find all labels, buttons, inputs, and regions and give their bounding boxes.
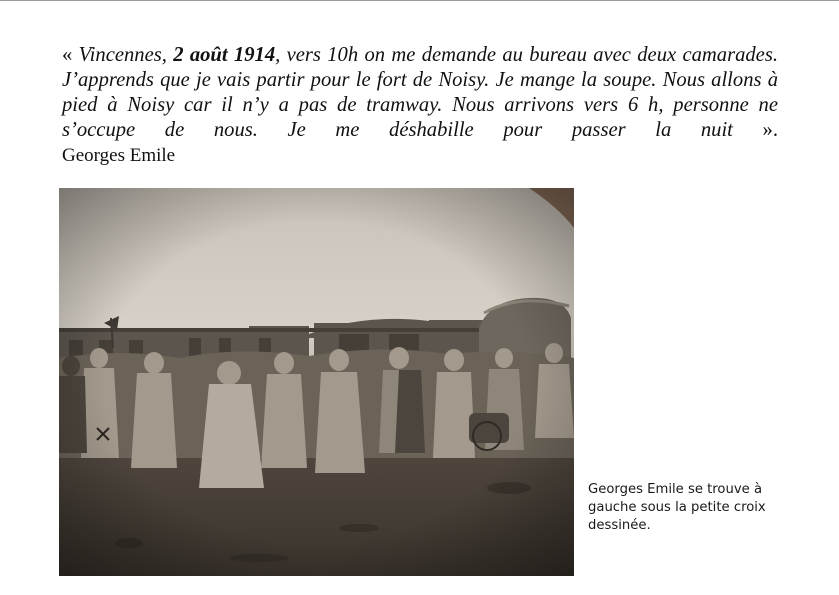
- quote-paragraph: [62, 43, 778, 143]
- quote-date: 2 août 1914: [173, 44, 276, 66]
- historical-photograph: [59, 188, 574, 576]
- quote-open-mark: «: [62, 44, 73, 66]
- quote-text: , vers 10h on me demande au bureau avec deux camarades. J’apprends que je vais partir pour le fort de Noisy. Je mange la soupe. Nous allons à pied à Noisy car il n’y a pas de tramway. Nous arrivons vers 6 h, personne ne s’occupe de nous. Je me déshabille pour passer la nuit: [62, 44, 778, 141]
- top-divider: [0, 0, 839, 1]
- photo-caption: Georges Emile se trouve à gauche sous la petite croix dessinée.: [588, 482, 766, 533]
- quote-place: Vincennes,: [78, 44, 167, 66]
- photo-illustration: [59, 188, 574, 576]
- quote-author: Georges Emile: [62, 145, 176, 166]
- quote-close-mark: ».: [762, 119, 778, 141]
